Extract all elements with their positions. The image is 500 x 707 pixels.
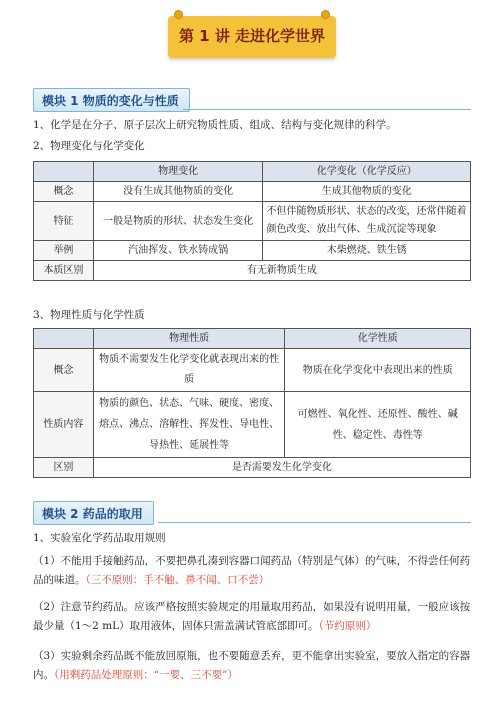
row-label: 概念 (34, 349, 94, 392)
table-row (34, 241, 471, 261)
module2-underline (158, 522, 471, 523)
table-cell: 可燃性、氧化性、还原性、酸性、碱性、稳定性、毒性等 (285, 392, 471, 458)
table-cell: 汽油挥发、铁水铸成锅 (93, 241, 263, 261)
row-label: 举例 (34, 241, 94, 261)
paragraph: 1、化学是在分子、原子层次上研究物质性质、组成、结构与变化规律的科学。 (33, 119, 397, 131)
table-header-row (34, 329, 471, 349)
rule-note: （用剩药品处理原则：“一要、三不要”） (54, 669, 238, 681)
rule-paragraph (33, 552, 473, 590)
table-row (34, 458, 471, 478)
rule-text: （2）注意节约药品。应该严格按照实验规定的用量取用药品，如果没有说明用量，一般应该按最少量（1～2 mL）取用液体，固体只需盖满试管底部即可。 (33, 601, 471, 632)
table-cell: 有无新物质生成 (93, 261, 470, 281)
table-row (34, 182, 471, 202)
table-cell: 物质不需要发生化学变化就表现出来的性质 (93, 349, 285, 392)
paragraph: 2、物理变化与化学变化 (33, 140, 145, 152)
paragraph: 1、实验室化学药品取用规则 (33, 532, 166, 544)
title-banner (168, 10, 336, 62)
row-label: 性质内容 (34, 392, 94, 458)
physical-chemical-change-table (33, 161, 471, 281)
table-row (34, 349, 471, 392)
table-header-cell: 化学变化（化学反应） (263, 162, 471, 182)
rule-paragraph (33, 647, 473, 685)
pin-icon (174, 10, 183, 19)
table-cell: 没有生成其他物质的变化 (93, 182, 263, 202)
rule-text: （3）实验剩余药品既不能放回原瓶，也不要随意丢弃，更不能拿出实验室，要放入指定的容器内。 (33, 650, 471, 681)
table-header-cell: 化学性质 (285, 329, 471, 349)
row-label: 概念 (34, 182, 94, 202)
row-label: 特征 (34, 202, 94, 241)
table-header-cell: 物理变化 (93, 162, 263, 182)
pin-icon (321, 10, 330, 19)
table-cell: 不但伴随物质形状、状态的改变，还常伴随着颜色改变、放出气体、生成沉淀等现象 (263, 202, 471, 241)
table-header-row (34, 162, 471, 182)
table-cell: 是否需要发生化学变化 (93, 458, 470, 478)
physical-chemical-property-table (33, 328, 471, 478)
row-label: 本质区别 (34, 261, 94, 281)
table-cell: 一般是物质的形状、状态发生变化 (93, 202, 263, 241)
rule-paragraph (33, 598, 473, 636)
row-label: 区别 (34, 458, 94, 478)
rule-note: （节约原则） (318, 620, 377, 632)
module1-underline (183, 109, 471, 110)
rule-note: （三不原则：手不触、鼻不闻、口不尝） (85, 574, 270, 586)
table-cell: 木柴燃烧、铁生锈 (263, 241, 471, 261)
table-row (34, 202, 471, 241)
paragraph: 3、物理性质与化学性质 (33, 309, 145, 321)
rule-text: （1）不能用手接触药品，不要把鼻孔凑到容器口闻药品（特别是气体）的气味，不得尝任何药品的味道。 (33, 555, 471, 586)
table-row (34, 392, 471, 458)
module2-title: 模块 2 药品的取用 (33, 501, 154, 525)
lesson-title: 第 1 讲 走进化学世界 (178, 27, 326, 45)
table-header-cell (34, 162, 94, 182)
module1-title: 模块 1 物质的变化与性质 (33, 88, 190, 112)
table-header-cell (34, 329, 94, 349)
table-cell: 物质在化学变化中表现出来的性质 (285, 349, 471, 392)
table-row (34, 261, 471, 281)
table-cell: 物质的颜色、状态、气味、硬度、密度、熔点、沸点、溶解性、挥发性、导电性、导热性、延展性等 (93, 392, 285, 458)
table-cell: 生成其他物质的变化 (263, 182, 471, 202)
table-header-cell: 物理性质 (93, 329, 285, 349)
